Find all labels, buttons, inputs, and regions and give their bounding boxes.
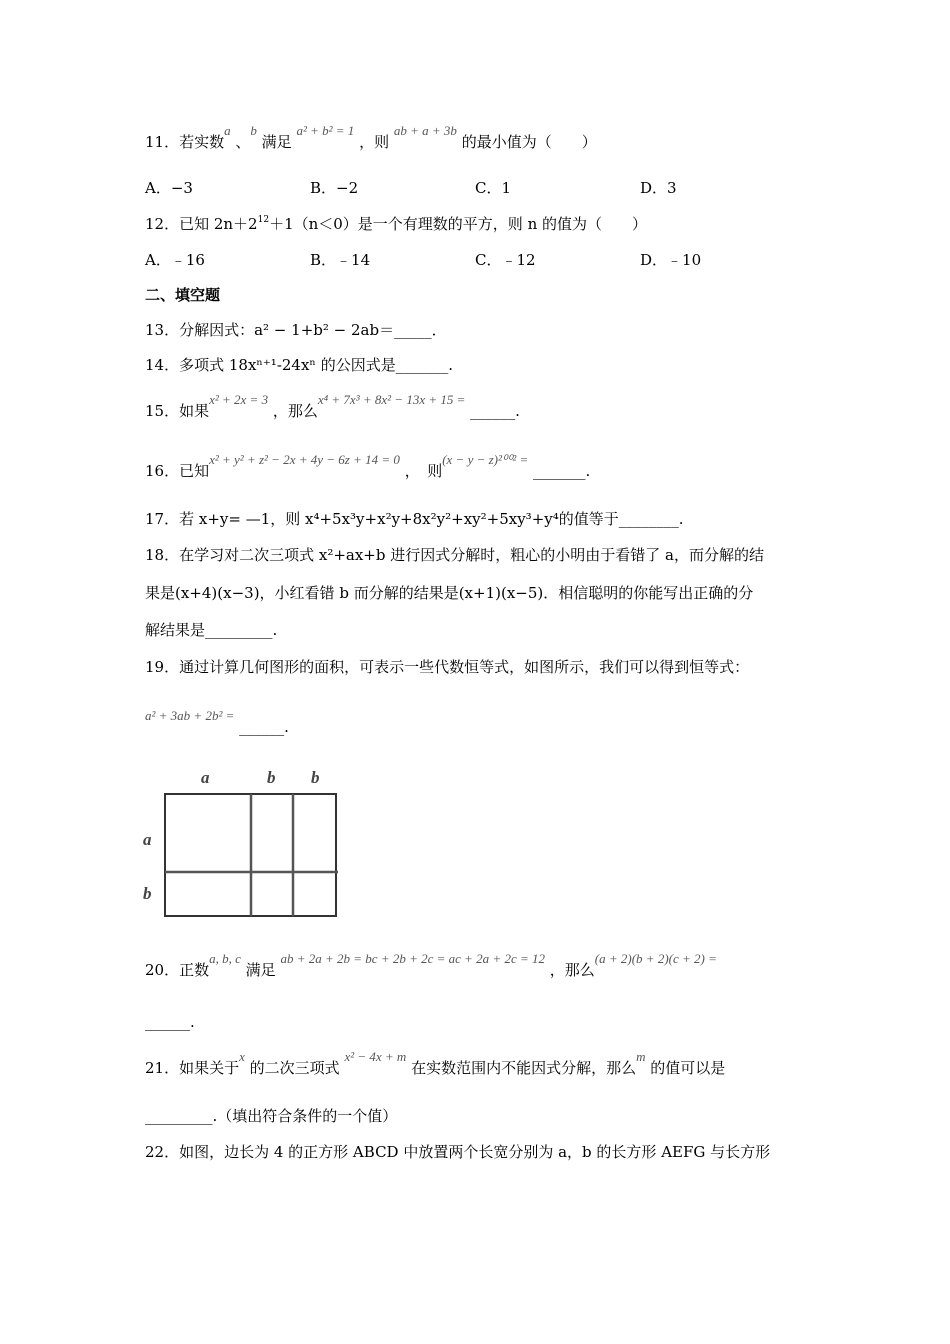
q11-option-a: A．−3 [145, 179, 193, 197]
q21-line2: _________.（填出符合条件的一个值） [145, 1107, 398, 1125]
q11-var-b: b [250, 123, 257, 138]
q11-option-b: B．−2 [310, 179, 359, 197]
fig-label-left-b: b [143, 884, 152, 903]
q19-expression: a² + 3ab + 2b² = [145, 708, 235, 723]
q19-area-figure [140, 763, 345, 923]
q15-stem: 15．如果x² + 2x = 3 ，那么x⁴ + 7x³ + 8x² − 13x + 15 = ______. [145, 392, 520, 420]
q22-stem: 22．如图，边长为 4 的正方形 ABCD 中放置两个长宽分别为 a，b 的长方形 AEFG 与长方形 [145, 1143, 771, 1161]
q18-line2: 果是(x+4)(x−3)，小红看错 b 而分解的结果是(x+1)(x−5)．相信聪明的你能写出正确的分 [145, 584, 754, 602]
q11-condition: a² + b² = 1 [296, 123, 355, 138]
q20-blank: ______. [145, 1013, 195, 1031]
q19-blank: ______. [239, 718, 289, 736]
q11-option-d: D．3 [640, 179, 677, 197]
q12-option-d: D．﹣10 [640, 251, 702, 269]
q16-blank: _______. [533, 462, 591, 480]
fig-label-top-b2: b [311, 768, 320, 787]
q20-vars: a, b, c [209, 951, 241, 966]
q19-line1: 19．通过计算几何图形的面积，可表示一些代数恒等式，如图所示，我们可以得到恒等式： [145, 658, 750, 676]
q17-stem: 17．若 x+y= —1，则 x⁴+5x³y+x²y+8x²y²+xy²+5xy³+y⁴的值等于________. [145, 510, 684, 528]
fig-label-top-a: a [201, 768, 210, 787]
q21-stem: 21．如果关于x 的二次三项式 x² − 4x + m 在实数范围内不能因式分解，那么m 的值可以是 [145, 1049, 726, 1077]
q15-blank: ______. [470, 402, 520, 420]
q11-var-a: a [224, 123, 231, 138]
q12-option-c: C．﹣12 [475, 251, 536, 269]
q11-stem: 11．若实数a 、b 满足 a² + b² = 1 ，则 ab + a + 3b 的最小值为（ ） [145, 123, 597, 151]
q12-option-a: A．﹣16 [145, 251, 205, 269]
q21-expression: x² − 4x + m [344, 1049, 407, 1064]
q16-stem: 16．已知x² + y² + z² − 2x + 4y − 6z + 14 = 0 ， 则(x − y − z)²⁰⁰² = _______. [145, 452, 591, 480]
q11-option-c: C．1 [475, 179, 512, 197]
q16-condition: x² + y² + z² − 2x + 4y − 6z + 14 = 0 [209, 452, 400, 467]
q20-stem: 20．正数a, b, c 满足 ab + 2a + 2b = bc + 2b + 2c = ac + 2a + 2c = 12 ，那么(a + 2)(b + 2)(c + 2) = [145, 951, 717, 979]
q11-expression: ab + a + 3b [393, 123, 457, 138]
q13-stem: 13．分解因式：a² − 1+b² − 2ab＝_____． [145, 321, 447, 339]
q15-condition: x² + 2x = 3 [209, 392, 269, 407]
q15-expression: x⁴ + 7x³ + 8x² − 13x + 15 = [317, 392, 466, 407]
q16-expression: (x − y − z)²⁰⁰² = [442, 452, 529, 467]
q21-var-x: x [239, 1049, 245, 1064]
q21-var-m: m [636, 1049, 646, 1064]
section-heading-fill-blank: 二、填空题 [145, 286, 221, 304]
fig-label-top-b1: b [267, 768, 276, 787]
q18-line1: 18．在学习对二次三项式 x²+ax+b 进行因式分解时，粗心的小明由于看错了 a，而分解的结 [145, 546, 764, 564]
q18-line3: 解结果是_________. [145, 621, 278, 639]
q12-option-b: B．﹣14 [310, 251, 371, 269]
q20-expression: (a + 2)(b + 2)(c + 2) = [594, 951, 717, 966]
q20-condition: ab + 2a + 2b = bc + 2b + 2c = ac + 2a + 2c = 12 [280, 951, 545, 966]
q14-stem: 14．多项式 18xⁿ⁺¹-24xⁿ 的公因式是_______. [145, 356, 453, 374]
q19-line2 [145, 708, 289, 738]
q12-stem: 12．已知 $2n+2^{12}+1(n<0)$是一个有理数的平方，则 n 的值为（ ） [145, 215, 648, 233]
fig-label-left-a: a [143, 830, 152, 849]
